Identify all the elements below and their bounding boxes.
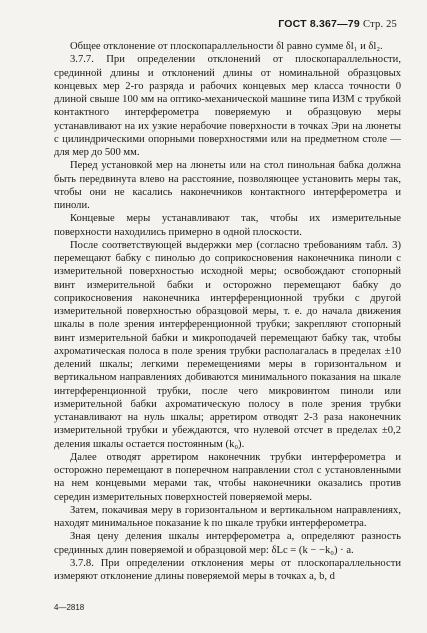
paragraph-3-7-7: 3.7.7. При определении отклонений от плоскопараллельности, срединной длины и отклонений длины от номинальной образцовых концевых мер 2-го разряда и рабочих концевых мер класса точности 0 длиной свыше 100 мм на оптико-механической машине типа ИЗМ с трубкой контактного интерферометра поверяемую и образцовую меры устанавливают на их узкие нерабочие поверхности в точках Эри на люнеты с цилиндрическими опорными поверхностями или на предметном столе — для мер до 500 мм. [54, 54, 401, 158]
paragraph-total-deviation: Общее отклонение от плоскопараллельности δl равно сумме δl₁ и δl₂. [70, 41, 383, 52]
paragraph-difference-formula: Зная цену деления шкалы интерферометра a, определяют разность срединных длин поверяемой и образцовой мер: δLc = (k − −k₀) · a. [54, 531, 401, 556]
print-mark: 4—2818 [54, 603, 85, 612]
paragraph-minimum-reading: Затем, покачивая меру в горизонтальном и вертикальном направлениях, находят минимальное показание k по шкале трубки интерферометра. [54, 504, 401, 529]
paragraph-installation: Перед установкой мер на люнеты или на стол пинольная бабка должна быть передвинута влево на расстояние, позволяющее установить меры так, чтобы они не касались наконечников контактного интерферометра и пиноли. [54, 160, 401, 211]
page-number: Стр. 25 [363, 19, 397, 30]
paragraph-gauge-placement: Концевые меры устанавливают так, чтобы их измерительные поверхности находились примерно в одной плоскости. [54, 213, 401, 238]
paragraph-retract: Далее отводят арретиром наконечник трубки интерферометра и осторожно перемещают в поперечном направлении стол с установленными на нем концевыми мерами так, чтобы наконечники оказались против середин измерительных поверхностей поверяемой меры. [54, 451, 401, 503]
document-body [54, 40, 401, 583]
standard-number: ГОСТ 8.367—79 [278, 18, 360, 30]
paragraph-procedure: После соответствующей выдержки мер (согласно требованиям табл. 3) перемещают бабку с пинолью до соприкосновения наконечника пиноли с измерительной поверхностью исходной меры; освобождают стопорный винт измерительной бабки и осторожно перемещают бабку до соприкосновения наконечника интерференционной трубки с другой измерительной поверхностью образцовой меры, т. е. до начала движения шкалы в поле зрения интерференционной трубки; закрепляют стопорный винт измерительной бабки и микроподачей перемещают бабку так, чтобы ахроматическая полоса в поле зрения трубки располагалась в пределах ±10 делений шкалы; легкими перемещениями меры в горизонтальном и вертикальном направлениях добиваются минимального показания на шкале интерференционной трубки, после чего микровинтом пиноли или измерительной бабки ахроматическую полосу в поле зрения трубки устанавливают на нуль шкалы; арретиром отводят 2-3 раза наконечник измерительной трубки и убеждаются, что нулевой отсчет в пределах ±0,2 деления шкалы остается постоянным (k₀). [54, 239, 401, 450]
page-header [278, 18, 397, 30]
paragraph-3-7-8: 3.7.8. При определении отклонения меры от плоскопараллельности измеряют отклонение длины поверяемой меры в точках a, b, d [54, 557, 401, 582]
